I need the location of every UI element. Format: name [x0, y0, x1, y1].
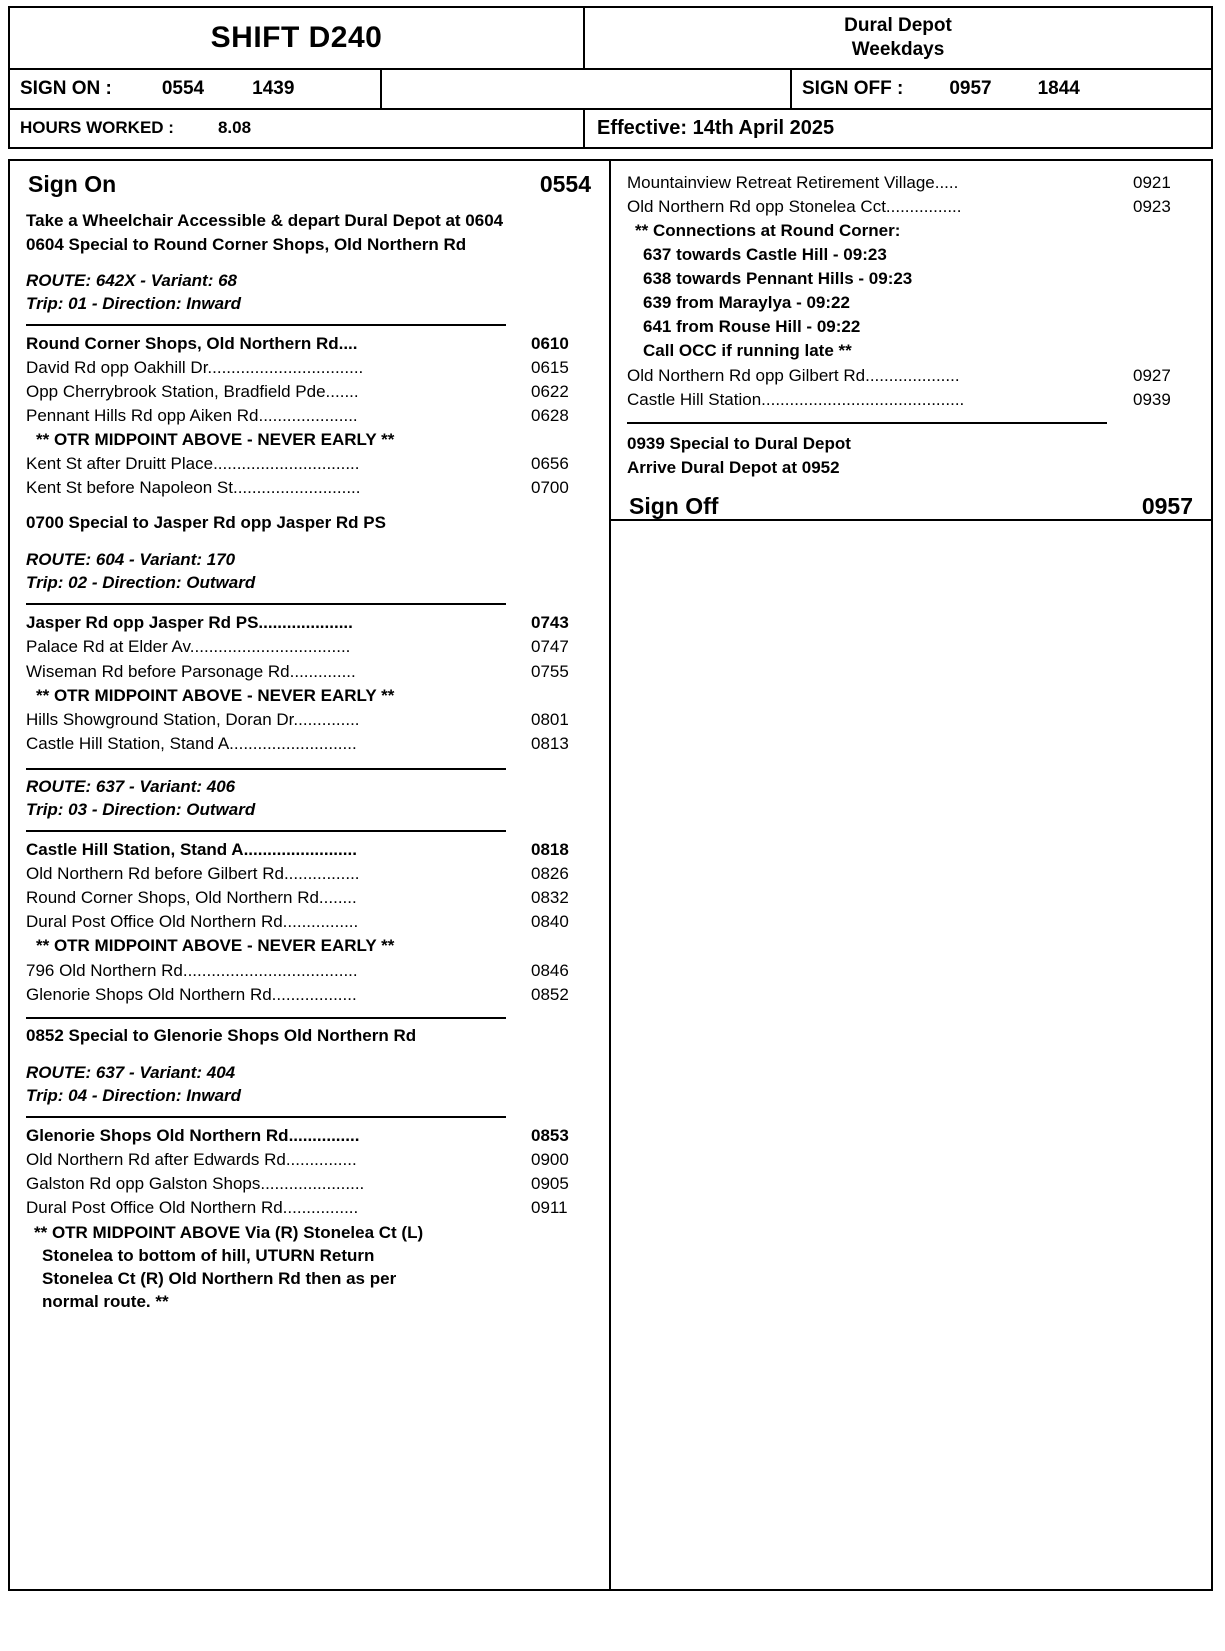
stop-name: Old Northern Rd after Edwards Rd............... — [26, 1149, 357, 1169]
sign-off-label: SIGN OFF : — [802, 77, 904, 99]
midpoint-marker-row — [26, 428, 593, 452]
stop-row — [26, 886, 593, 910]
sign-on-heading-time: 0554 — [539, 170, 591, 197]
stop-row — [26, 1148, 593, 1172]
stop-row — [26, 452, 593, 476]
stop-name: Castle Hill Station, Stand A........................... — [26, 733, 357, 753]
midpoint-marker-row — [26, 684, 593, 708]
stop-time: 0743 — [531, 613, 569, 633]
stop-row — [627, 364, 1195, 388]
sign-on-heading: Sign On — [28, 170, 117, 197]
header-block — [8, 6, 1213, 149]
right-column — [611, 161, 1211, 1589]
stop-name: Old Northern Rd opp Gilbert Rd.................... — [627, 365, 960, 385]
midpoint-marker-text: ** OTR MIDPOINT ABOVE - NEVER EARLY ** — [36, 685, 395, 705]
header-row-signon — [10, 70, 1211, 110]
stop-time: 0628 — [531, 405, 569, 425]
stop-name: Dural Post Office Old Northern Rd................ — [26, 912, 359, 932]
stop-row — [26, 356, 593, 380]
sign-off-row — [625, 493, 1197, 520]
stop-row — [26, 1196, 593, 1220]
hours-worked-value: 8.08 — [217, 118, 252, 137]
body-block — [8, 159, 1213, 1591]
stop-row — [26, 332, 593, 356]
divider — [26, 324, 506, 326]
stop-name: David Rd opp Oakhill Dr................................. — [26, 357, 364, 377]
stop-time: 0610 — [531, 333, 569, 353]
section-separator — [611, 519, 1211, 521]
sign-off-time-1: 0957 — [949, 77, 992, 99]
stop-row — [26, 635, 593, 659]
route-label: ROUTE: 604 - Variant: 170 — [26, 550, 236, 570]
stop-time: 0832 — [531, 888, 569, 908]
effective-date-cell — [585, 110, 1211, 147]
stop-time: 0853 — [531, 1125, 569, 1145]
stop-name: Mountainview Retreat Retirement Village..... — [627, 172, 959, 192]
route-label: ROUTE: 642X - Variant: 68 — [26, 270, 237, 290]
depot-return-note — [627, 432, 1197, 480]
stop-row — [627, 388, 1195, 412]
header-row-hours — [10, 110, 1211, 147]
trip-block — [24, 270, 595, 536]
stop-time: 0927 — [1133, 365, 1171, 385]
stop-row — [627, 171, 1195, 195]
stop-name: Jasper Rd opp Jasper Rd PS.................... — [26, 613, 353, 633]
route-label: ROUTE: 637 - Variant: 404 — [26, 1062, 236, 1082]
stop-row — [26, 380, 593, 404]
divider — [26, 768, 506, 770]
stop-row — [26, 838, 593, 862]
shift-title: SHIFT D240 — [210, 20, 383, 54]
header-row-title — [10, 8, 1211, 70]
hours-worked-cell — [10, 110, 585, 147]
depot-return-line-1: 0939 Special to Dural Depot — [627, 433, 851, 453]
divider — [627, 422, 1107, 424]
trip-label: Trip: 01 - Direction: Inward — [26, 293, 242, 313]
connections-title: ** Connections at Round Corner: — [635, 220, 901, 240]
stop-name: Kent St before Napoleon St........................... — [26, 478, 361, 498]
stop-list — [26, 838, 593, 1007]
intro-note-2: 0604 Special to Round Corner Shops, Old Northern Rd — [26, 234, 467, 254]
intro-note: Take a Wheelchair Accessible & depart Dural Depot at 0604 — [26, 210, 504, 230]
stop-time: 0905 — [531, 1173, 569, 1193]
stop-name: Wiseman Rd before Parsonage Rd.............. — [26, 661, 356, 681]
header-spacer-cell — [382, 70, 792, 108]
depot-name: Dural Depot — [844, 15, 952, 36]
trip-label: Trip: 02 - Direction: Outward — [26, 573, 256, 593]
connection-item: 639 from Maraylya - 09:22 — [643, 293, 850, 313]
stop-row — [26, 983, 593, 1007]
stop-name: Old Northern Rd opp Stonelea Cct................ — [627, 196, 962, 216]
trip-label: Trip: 04 - Direction: Inward — [26, 1085, 242, 1105]
stop-time: 0826 — [531, 864, 569, 883]
stop-row — [26, 611, 593, 635]
stop-list — [26, 611, 593, 756]
stop-name: Palace Rd at Elder Av.................................. — [26, 637, 351, 657]
trip-after-note: 0700 Special to Jasper Rd opp Jasper Rd PS — [26, 513, 386, 533]
midpoint-marker-line-4: normal route. ** — [42, 1291, 169, 1311]
hours-worked-label: HOURS WORKED : — [20, 118, 174, 137]
shift-title-cell — [10, 8, 585, 68]
sign-on-cell — [10, 70, 382, 108]
stop-row — [26, 732, 593, 756]
effective-date: Effective: 14th April 2025 — [597, 116, 835, 139]
connection-item: 638 towards Pennant Hills - 09:23 — [643, 269, 913, 288]
stop-list — [26, 332, 593, 501]
stop-name: Glenorie Shops Old Northern Rd.................. — [26, 984, 357, 1004]
connection-item: 637 towards Castle Hill - 09:23 — [643, 244, 887, 264]
divider — [26, 1017, 506, 1019]
stop-name: Round Corner Shops, Old Northern Rd.... — [26, 333, 358, 353]
stop-name: Opp Cherrybrook Station, Bradfield Pde....... — [26, 381, 359, 401]
stop-row — [26, 476, 593, 500]
route-label: ROUTE: 637 - Variant: 406 — [26, 777, 236, 796]
midpoint-marker-line-1: ** OTR MIDPOINT ABOVE Via (R) Stonelea Ct (L) — [34, 1223, 424, 1243]
stop-row — [627, 195, 1195, 219]
midpoint-marker-text: ** OTR MIDPOINT ABOVE - NEVER EARLY ** — [36, 430, 395, 450]
connections-block — [625, 219, 1197, 364]
stop-time: 0900 — [531, 1149, 569, 1169]
sign-off-cell — [792, 70, 1211, 108]
left-column — [10, 161, 611, 1589]
sign-on-label: SIGN ON : — [20, 77, 112, 99]
stop-row — [26, 910, 593, 934]
sign-on-time-2: 1439 — [252, 77, 295, 99]
stop-name: 796 Old Northern Rd..................................... — [26, 960, 358, 980]
stop-row — [26, 404, 593, 428]
stop-time: 0923 — [1133, 196, 1171, 216]
midpoint-marker-row — [26, 934, 593, 958]
stop-row — [26, 1124, 593, 1148]
stop-time: 0615 — [531, 357, 569, 377]
depot-cell — [585, 8, 1211, 68]
stop-row — [26, 708, 593, 732]
stop-name: Dural Post Office Old Northern Rd................ — [26, 1197, 359, 1217]
stop-list — [26, 1124, 593, 1221]
trip-after-note: 0852 Special to Glenorie Shops Old Northern Rd — [26, 1025, 417, 1045]
sign-on-row — [24, 169, 595, 198]
stop-time: 0840 — [531, 912, 569, 932]
stop-name: Old Northern Rd before Gilbert Rd................ — [26, 864, 360, 883]
sign-off-heading: Sign Off — [629, 493, 719, 520]
stop-name: Hills Showground Station, Doran Dr.............. — [26, 709, 360, 729]
stop-time: 0852 — [531, 984, 569, 1004]
stop-time: 0846 — [531, 960, 569, 980]
trip-label: Trip: 03 - Direction: Outward — [26, 799, 256, 819]
stop-list — [627, 171, 1195, 219]
sign-off-heading-time: 0957 — [1141, 493, 1193, 520]
stop-time: 0622 — [531, 381, 569, 401]
stop-time: 0921 — [1133, 172, 1171, 192]
stop-name: Galston Rd opp Galston Shops...................... — [26, 1173, 365, 1193]
stop-row — [26, 862, 593, 886]
stop-row — [26, 1172, 593, 1196]
stop-time: 0801 — [531, 709, 569, 729]
divider — [26, 1116, 506, 1118]
stop-time: 0755 — [531, 661, 569, 681]
stop-time: 0939 — [1133, 389, 1171, 409]
connection-item: 641 from Rouse Hill - 09:22 — [643, 317, 861, 337]
stop-time: 0700 — [531, 478, 569, 498]
trip-block — [24, 1062, 595, 1314]
stop-name: Castle Hill Station........................................... — [627, 389, 965, 409]
midpoint-marker-text: ** OTR MIDPOINT ABOVE - NEVER EARLY ** — [36, 936, 395, 956]
stop-name: Pennant Hills Rd opp Aiken Rd..................... — [26, 405, 358, 425]
connection-item: Call OCC if running late ** — [643, 341, 852, 361]
divider — [26, 603, 506, 605]
stop-time: 0818 — [531, 839, 569, 859]
stop-time: 0656 — [531, 454, 569, 474]
midpoint-marker-block — [24, 1222, 595, 1314]
stop-time: 0747 — [531, 637, 569, 657]
stop-row — [26, 959, 593, 983]
sign-on-time-1: 0554 — [161, 77, 205, 99]
trip-block — [24, 549, 595, 770]
stop-name: Kent St after Druitt Place............................... — [26, 454, 360, 474]
depot-days: Weekdays — [851, 38, 945, 60]
stop-name: Glenorie Shops Old Northern Rd............... — [26, 1125, 360, 1145]
stop-time: 0813 — [531, 733, 569, 753]
stop-name: Round Corner Shops, Old Northern Rd........ — [26, 888, 357, 908]
midpoint-marker-line-3: Stonelea Ct (R) Old Northern Rd then as per — [42, 1268, 397, 1288]
stop-time: 0911 — [531, 1197, 568, 1217]
trip-block — [24, 776, 595, 1048]
sign-off-time-2: 1844 — [1037, 77, 1080, 99]
midpoint-marker-line-2: Stonelea to bottom of hill, UTURN Return — [42, 1246, 375, 1265]
divider — [26, 830, 506, 832]
stop-name: Castle Hill Station, Stand A........................ — [26, 839, 357, 859]
stop-list — [627, 364, 1195, 412]
stop-row — [26, 660, 593, 684]
depot-return-line-2: Arrive Dural Depot at 0952 — [627, 457, 840, 477]
